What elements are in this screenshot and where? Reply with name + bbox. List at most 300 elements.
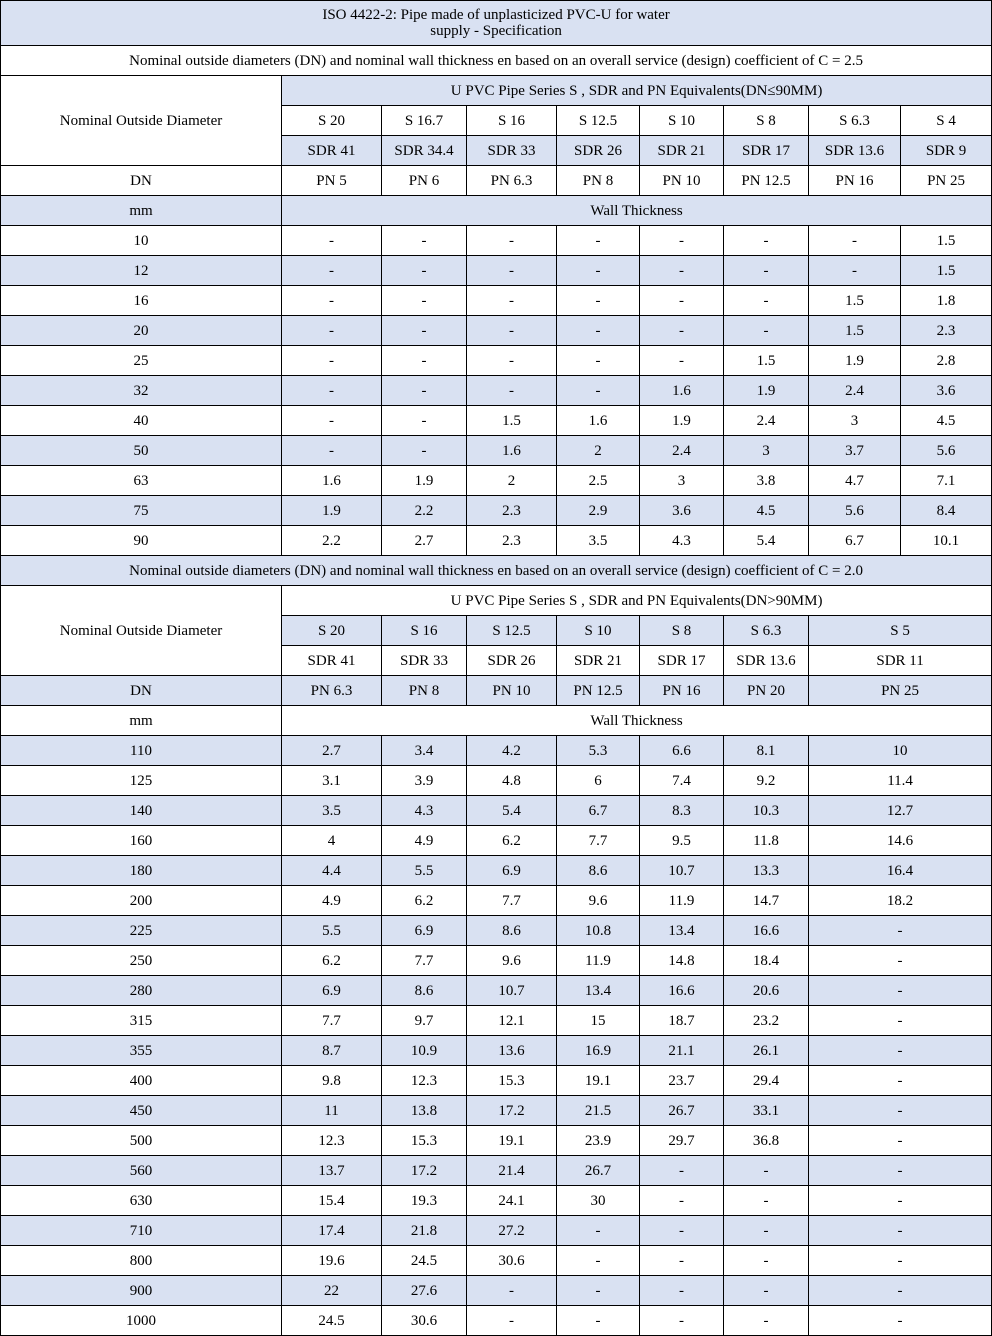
thickness-cell: 12.7 [809,796,992,826]
section1-sdr-cell: SDR 17 [724,136,809,166]
section1-series-row [1,76,992,106]
thickness-cell: - [724,1306,809,1336]
thickness-cell: - [809,916,992,946]
section2-pn-cell: PN 12.5 [557,676,640,706]
thickness-cell: 1.6 [282,466,382,496]
thickness-cell: 11.9 [557,946,640,976]
thickness-cell: 1.6 [467,436,557,466]
section2-s-cell: S 6.3 [724,616,809,646]
thickness-cell: 13.4 [557,976,640,1006]
thickness-cell: - [724,256,809,286]
section2-pn-cell: PN 10 [467,676,557,706]
table-row [1,1246,992,1276]
table-row [1,496,992,526]
thickness-cell: - [640,346,724,376]
section1-sdr-cell: SDR 26 [557,136,640,166]
thickness-cell: - [809,1246,992,1276]
diameter-cell: 63 [1,466,282,496]
section2-sdr-cell: SDR 17 [640,646,724,676]
thickness-cell: - [557,1246,640,1276]
table-row [1,1036,992,1066]
table-row [1,346,992,376]
table-row [1,946,992,976]
thickness-cell: 19.1 [467,1126,557,1156]
thickness-cell: 10.7 [640,856,724,886]
table-row [1,1126,992,1156]
thickness-cell: 3.6 [640,496,724,526]
section1-pn-cell: PN 6.3 [467,166,557,196]
thickness-cell: 6.7 [809,526,901,556]
thickness-cell: - [809,946,992,976]
thickness-cell: 13.7 [282,1156,382,1186]
thickness-cell: - [282,436,382,466]
thickness-cell: - [724,1246,809,1276]
section1-description-row [1,46,992,76]
thickness-cell: - [724,1216,809,1246]
thickness-cell: 11.9 [640,886,724,916]
diameter-cell: 20 [1,316,282,346]
thickness-cell: 13.6 [467,1036,557,1066]
section1-dn-label: DN [1,166,282,196]
thickness-cell: 12.3 [282,1126,382,1156]
thickness-cell: 12.1 [467,1006,557,1036]
thickness-cell: 6.2 [467,826,557,856]
diameter-cell: 160 [1,826,282,856]
table-row [1,1186,992,1216]
diameter-cell: 25 [1,346,282,376]
thickness-cell: 14.8 [640,946,724,976]
section1-pn-cell: PN 12.5 [724,166,809,196]
thickness-cell: 7.7 [382,946,467,976]
thickness-cell: 15.4 [282,1186,382,1216]
thickness-cell: 7.7 [282,1006,382,1036]
thickness-cell: 2.9 [557,496,640,526]
thickness-cell: - [640,1156,724,1186]
thickness-cell: 1.9 [282,496,382,526]
thickness-cell: 18.2 [809,886,992,916]
diameter-cell: 900 [1,1276,282,1306]
thickness-cell: 15 [557,1006,640,1036]
section1-description: Nominal outside diameters (DN) and nominal wall thickness en based on an overall service (design) coefficient of C = 2.5 [1,46,992,76]
thickness-cell: 5.6 [809,496,901,526]
section2-s-cell: S 8 [640,616,724,646]
thickness-cell: 5.3 [557,736,640,766]
diameter-cell: 40 [1,406,282,436]
thickness-cell: - [809,1306,992,1336]
thickness-cell: 8.1 [724,736,809,766]
section1-sdr-cell: SDR 34.4 [382,136,467,166]
thickness-cell: 13.8 [382,1096,467,1126]
thickness-cell: 10.1 [901,526,992,556]
section1-s-cell: S 8 [724,106,809,136]
thickness-cell: 19.6 [282,1246,382,1276]
thickness-cell: - [809,226,901,256]
thickness-cell: 4.4 [282,856,382,886]
thickness-cell: - [282,256,382,286]
diameter-cell: 12 [1,256,282,286]
table-row [1,376,992,406]
section2-sdr-cell: SDR 26 [467,646,557,676]
table-row [1,466,992,496]
thickness-cell: 3.7 [809,436,901,466]
thickness-cell: - [640,256,724,286]
thickness-cell: 3.5 [557,526,640,556]
thickness-cell: 6 [557,766,640,796]
diameter-cell: 560 [1,1156,282,1186]
section2-pn-cell: PN 6.3 [282,676,382,706]
thickness-cell: 2.5 [557,466,640,496]
thickness-cell: 10.7 [467,976,557,1006]
thickness-cell: - [282,316,382,346]
thickness-cell: 7.7 [467,886,557,916]
section1-pn-cell: PN 5 [282,166,382,196]
thickness-cell: - [557,286,640,316]
thickness-cell: 21.8 [382,1216,467,1246]
table-row [1,766,992,796]
thickness-cell: - [467,226,557,256]
thickness-cell: - [640,286,724,316]
section1-sdr-cell: SDR 13.6 [809,136,901,166]
thickness-cell: - [282,376,382,406]
diameter-cell: 450 [1,1096,282,1126]
thickness-cell: - [467,316,557,346]
thickness-cell: - [640,1186,724,1216]
thickness-cell: 18.7 [640,1006,724,1036]
thickness-cell: - [382,226,467,256]
thickness-cell: - [557,376,640,406]
diameter-cell: 50 [1,436,282,466]
section2-sdr-cell: SDR 41 [282,646,382,676]
table-row [1,736,992,766]
thickness-cell: 3 [724,436,809,466]
thickness-cell: 16.6 [724,916,809,946]
table-row [1,886,992,916]
table-row [1,226,992,256]
section2-s-cell: S 16 [382,616,467,646]
table-row [1,406,992,436]
diameter-cell: 75 [1,496,282,526]
thickness-cell: 8.6 [467,916,557,946]
thickness-cell: - [809,1096,992,1126]
table-row [1,1096,992,1126]
thickness-cell: - [557,1276,640,1306]
diameter-cell: 315 [1,1006,282,1036]
thickness-cell: 24.5 [282,1306,382,1336]
section1-pn-row [1,166,992,196]
section1-s-cell: S 12.5 [557,106,640,136]
thickness-cell: - [382,256,467,286]
thickness-cell: 8.3 [640,796,724,826]
thickness-cell: 16.4 [809,856,992,886]
table-row [1,796,992,826]
thickness-cell: 10 [809,736,992,766]
diameter-cell: 125 [1,766,282,796]
thickness-cell: - [809,1036,992,1066]
thickness-cell: 3.5 [282,796,382,826]
thickness-cell: 1.8 [901,286,992,316]
thickness-cell: 17.4 [282,1216,382,1246]
thickness-cell: - [640,316,724,346]
section2-pn-cell: PN 16 [640,676,724,706]
title-line-1: ISO 4422-2: Pipe made of unplasticized PVC-U for water [322,7,670,23]
thickness-cell: 14.7 [724,886,809,916]
diameter-cell: 32 [1,376,282,406]
thickness-cell: 21.4 [467,1156,557,1186]
table-row [1,316,992,346]
thickness-cell: 2.4 [724,406,809,436]
thickness-cell: - [382,316,467,346]
diameter-cell: 500 [1,1126,282,1156]
thickness-cell: 8.6 [382,976,467,1006]
table-row [1,1066,992,1096]
table-row [1,286,992,316]
section1-pn-cell: PN 8 [557,166,640,196]
thickness-cell: - [557,1306,640,1336]
section1-s-cell: S 4 [901,106,992,136]
thickness-cell: - [557,316,640,346]
thickness-cell: - [809,1006,992,1036]
section1-unit-label: mm [1,196,282,226]
thickness-cell: - [724,226,809,256]
table-row [1,1276,992,1306]
thickness-cell: 7.1 [901,466,992,496]
thickness-cell: 3 [809,406,901,436]
thickness-cell: 6.2 [382,886,467,916]
thickness-cell: 10.9 [382,1036,467,1066]
thickness-cell: - [809,256,901,286]
section2-s-cell: S 12.5 [467,616,557,646]
section2-s-cell: S 10 [557,616,640,646]
thickness-cell: - [640,1306,724,1336]
thickness-cell: 10.8 [557,916,640,946]
section1-pn-cell: PN 16 [809,166,901,196]
table-row [1,1216,992,1246]
thickness-cell: 5.4 [467,796,557,826]
title-line-2: supply - Specification [430,23,562,39]
thickness-cell: 2.4 [809,376,901,406]
thickness-cell: - [724,1276,809,1306]
thickness-cell: - [282,346,382,376]
thickness-cell: 30.6 [467,1246,557,1276]
section2-sdr-cell: SDR 13.6 [724,646,809,676]
table-row [1,436,992,466]
section1-series-header: U PVC Pipe Series S , SDR and PN Equivalents(DN≤90MM) [282,76,992,106]
diameter-cell: 140 [1,796,282,826]
thickness-cell: 4 [282,826,382,856]
thickness-cell: 3 [640,466,724,496]
section2-pn-row [1,676,992,706]
thickness-cell: 17.2 [382,1156,467,1186]
thickness-cell: 18.4 [724,946,809,976]
diameter-cell: 180 [1,856,282,886]
thickness-cell: 9.6 [557,886,640,916]
thickness-cell: - [382,406,467,436]
thickness-cell: - [640,1216,724,1246]
thickness-cell: - [557,226,640,256]
thickness-cell: 4.2 [467,736,557,766]
section1-pn-cell: PN 10 [640,166,724,196]
thickness-cell: - [282,286,382,316]
thickness-cell: 30.6 [382,1306,467,1336]
section1-s-cell: S 20 [282,106,382,136]
section1-s-cell: S 6.3 [809,106,901,136]
section2-unit-label: mm [1,706,282,736]
diameter-cell: 630 [1,1186,282,1216]
thickness-cell: 5.5 [382,856,467,886]
thickness-cell: 30 [557,1186,640,1216]
thickness-cell: 1.5 [809,316,901,346]
thickness-cell: 9.8 [282,1066,382,1096]
section2-description: Nominal outside diameters (DN) and nominal wall thickness en based on an overall service (design) coefficient of C = 2.0 [1,556,992,586]
thickness-cell: 16.9 [557,1036,640,1066]
thickness-cell: - [467,376,557,406]
thickness-cell: 9.7 [382,1006,467,1036]
thickness-cell: - [467,286,557,316]
diameter-cell: 225 [1,916,282,946]
section2-series-header: U PVC Pipe Series S , SDR and PN Equivalents(DN>90MM) [282,586,992,616]
section2-unit-row [1,706,992,736]
diameter-cell: 10 [1,226,282,256]
diameter-cell: 110 [1,736,282,766]
title-row [1,1,992,46]
thickness-cell: - [467,346,557,376]
thickness-cell: - [282,226,382,256]
thickness-cell: 1.9 [724,376,809,406]
thickness-cell: 1.6 [557,406,640,436]
thickness-cell: 23.7 [640,1066,724,1096]
section2-pn-cell: PN 25 [809,676,992,706]
section2-series-row [1,586,992,616]
thickness-cell: 15.3 [382,1126,467,1156]
thickness-cell: 24.1 [467,1186,557,1216]
thickness-cell: - [557,346,640,376]
thickness-cell: 2.3 [467,496,557,526]
thickness-cell: 10.3 [724,796,809,826]
thickness-cell: 1.6 [640,376,724,406]
thickness-cell: 5.4 [724,526,809,556]
thickness-cell: 4.7 [809,466,901,496]
thickness-cell: 1.5 [724,346,809,376]
thickness-cell: 13.4 [640,916,724,946]
thickness-cell: 1.9 [640,406,724,436]
thickness-cell: 14.6 [809,826,992,856]
table-row [1,916,992,946]
diameter-cell: 280 [1,976,282,1006]
thickness-cell: 2 [557,436,640,466]
thickness-cell: 5.6 [901,436,992,466]
thickness-cell: 1.5 [901,256,992,286]
thickness-cell: - [640,226,724,256]
thickness-cell: - [382,376,467,406]
thickness-cell: 2 [467,466,557,496]
thickness-cell: - [557,1216,640,1246]
thickness-cell: 4.9 [382,826,467,856]
thickness-cell: 19.3 [382,1186,467,1216]
thickness-cell: 4.8 [467,766,557,796]
section2-s-cell: S 20 [282,616,382,646]
thickness-cell: 8.4 [901,496,992,526]
section1-wall-label: Wall Thickness [282,196,992,226]
diameter-cell: 800 [1,1246,282,1276]
thickness-cell: 4.5 [724,496,809,526]
thickness-cell: 11.4 [809,766,992,796]
table-row [1,976,992,1006]
thickness-cell: - [382,436,467,466]
section1-pn-cell: PN 6 [382,166,467,196]
thickness-cell: 15.3 [467,1066,557,1096]
table-row [1,826,992,856]
thickness-cell: 21.1 [640,1036,724,1066]
thickness-cell: 4.5 [901,406,992,436]
thickness-cell: 1.5 [809,286,901,316]
document-title [1,1,992,46]
thickness-cell: 17.2 [467,1096,557,1126]
thickness-cell: - [809,1156,992,1186]
section1-s-cell: S 16.7 [382,106,467,136]
section1-sdr-cell: SDR 9 [901,136,992,166]
diameter-cell: 250 [1,946,282,976]
table-row [1,1006,992,1036]
thickness-cell: 6.7 [557,796,640,826]
diameter-cell: 16 [1,286,282,316]
section2-sdr-cell: SDR 21 [557,646,640,676]
thickness-cell: - [724,1156,809,1186]
thickness-cell: 7.7 [557,826,640,856]
thickness-cell: 3.8 [724,466,809,496]
thickness-cell: 6.9 [467,856,557,886]
section2-s-cell: S 5 [809,616,992,646]
section1-s-cell: S 10 [640,106,724,136]
section2-diameter-label: Nominal Outside Diameter [1,586,282,676]
thickness-cell: - [557,256,640,286]
thickness-cell: 6.9 [282,976,382,1006]
section1-unit-row [1,196,992,226]
thickness-cell: 9.5 [640,826,724,856]
thickness-cell: 7.4 [640,766,724,796]
thickness-cell: - [809,1186,992,1216]
thickness-cell: 3.4 [382,736,467,766]
thickness-cell: - [809,1066,992,1096]
section1-diameter-label: Nominal Outside Diameter [1,76,282,166]
thickness-cell: 12.3 [382,1066,467,1096]
diameter-cell: 200 [1,886,282,916]
thickness-cell: 2.7 [382,526,467,556]
thickness-cell: 8.7 [282,1036,382,1066]
section1-pn-cell: PN 25 [901,166,992,196]
thickness-cell: 33.1 [724,1096,809,1126]
thickness-cell: 5.5 [282,916,382,946]
thickness-cell: - [640,1246,724,1276]
thickness-cell: 2.3 [901,316,992,346]
thickness-cell: - [809,1216,992,1246]
thickness-cell: 20.6 [724,976,809,1006]
thickness-cell: 4.3 [640,526,724,556]
thickness-cell: - [467,1276,557,1306]
thickness-cell: - [809,1276,992,1306]
thickness-cell: - [809,1126,992,1156]
thickness-cell: 23.2 [724,1006,809,1036]
thickness-cell: 11.8 [724,826,809,856]
thickness-cell: 9.2 [724,766,809,796]
thickness-cell: 22 [282,1276,382,1306]
section1-s-cell: S 16 [467,106,557,136]
thickness-cell: - [809,976,992,1006]
thickness-cell: 1.9 [382,466,467,496]
thickness-cell: 3.6 [901,376,992,406]
thickness-cell: 1.9 [809,346,901,376]
section2-wall-label: Wall Thickness [282,706,992,736]
thickness-cell: 9.6 [467,946,557,976]
